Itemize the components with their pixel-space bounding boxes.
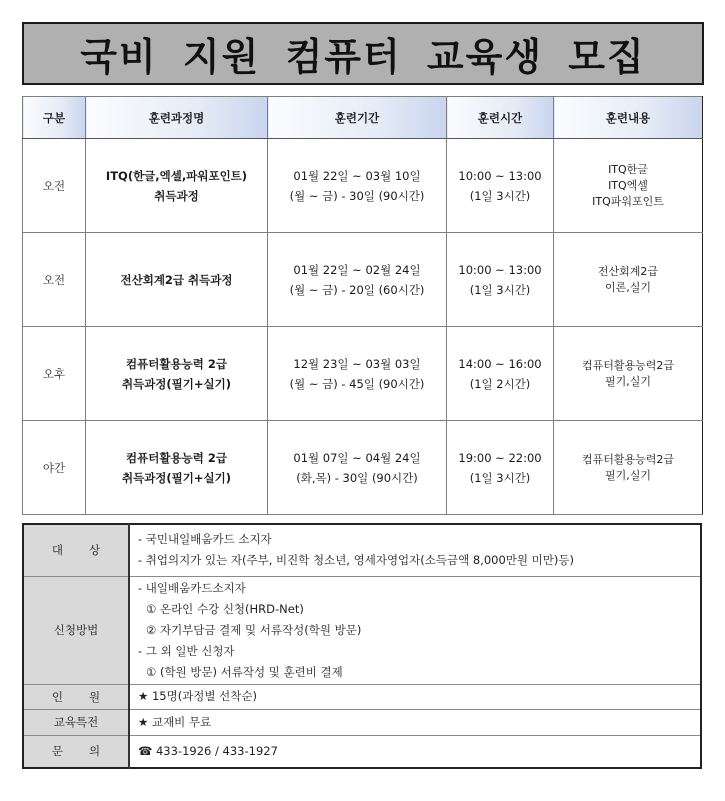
period-line: (월 ~ 금) - 45일 (90시간) — [289, 376, 425, 391]
info-label-target: 대상 — [23, 524, 129, 576]
time-cell — [447, 421, 554, 515]
info-table — [22, 523, 702, 769]
table-row — [23, 139, 703, 233]
period-cell — [268, 233, 447, 327]
target-line: - 취업의지가 있는 자(주부, 비진학 청소년, 영세자영업자(소득금액 8,000만원 미만)등) — [138, 553, 574, 568]
table-row — [23, 233, 703, 327]
course-line: 취득과정(필기+실기) — [121, 376, 232, 391]
header-content: 훈련내용 — [554, 97, 703, 139]
course-cell — [86, 233, 268, 327]
period-line: 12월 23일 ~ 03월 03일 — [293, 356, 421, 371]
period-cell — [268, 139, 447, 233]
course-line: ITQ(한글,엑셀,파워포인트) — [105, 168, 248, 183]
table-row — [23, 421, 703, 515]
content-line: 컴퓨터활용능력2급 — [581, 452, 674, 466]
schedule-header-row — [23, 97, 703, 139]
header-time: 훈련시간 — [447, 97, 554, 139]
info-label-apply: 신청방법 — [23, 576, 129, 684]
header-course: 훈련과정명 — [86, 97, 268, 139]
period-line: 01월 22일 ~ 02월 24일 — [293, 262, 421, 277]
content-cell — [554, 139, 703, 233]
time-line: 14:00 ~ 16:00 — [458, 356, 542, 371]
time-cell — [447, 233, 554, 327]
period-line: (화,목) - 30일 (90시간) — [296, 470, 418, 485]
period-line: (월 ~ 금) - 20일 (60시간) — [289, 282, 425, 297]
content-line: ITQ엑셀 — [608, 178, 648, 192]
session-cell: 오전 — [23, 233, 86, 327]
apply-line: ② 자기부담금 결제 및 서류작성(학원 방문) — [146, 622, 362, 637]
course-line: 취득과정(필기+실기) — [121, 470, 232, 485]
apply-line: - 내일배움카드소지자 — [138, 580, 246, 595]
period-cell — [268, 327, 447, 421]
course-line: 컴퓨터활용능력 2급 — [126, 356, 227, 371]
content-line: 필기,실기 — [604, 468, 651, 482]
title-banner — [22, 22, 704, 85]
info-row-benefit — [23, 709, 701, 735]
info-row-capacity — [23, 684, 701, 709]
info-label-capacity: 인원 — [23, 684, 129, 709]
course-line: 컴퓨터활용능력 2급 — [126, 450, 227, 465]
time-line: 10:00 ~ 13:00 — [458, 262, 542, 277]
content-line: 컴퓨터활용능력2급 — [581, 358, 674, 372]
content-line: 이론,실기 — [604, 280, 651, 294]
course-cell — [86, 327, 268, 421]
table-row — [23, 327, 703, 421]
time-line: (1일 3시간) — [469, 188, 531, 203]
content-line: 필기,실기 — [604, 374, 651, 388]
apply-line: - 그 외 일반 신청자 — [138, 643, 235, 658]
target-line: - 국민내일배움카드 소지자 — [138, 532, 272, 547]
session-cell: 오후 — [23, 327, 86, 421]
time-line: (1일 2시간) — [469, 376, 531, 391]
content-cell — [554, 421, 703, 515]
time-line: (1일 3시간) — [469, 282, 531, 297]
course-cell — [86, 139, 268, 233]
page-title: 국비 지원 컴퓨터 교육생 모집 — [80, 35, 646, 79]
session-cell: 오전 — [23, 139, 86, 233]
time-cell — [447, 327, 554, 421]
period-line: (월 ~ 금) - 30일 (90시간) — [289, 188, 425, 203]
apply-line: ① 온라인 수강 신청(HRD-Net) — [146, 601, 304, 616]
time-line: (1일 3시간) — [469, 470, 531, 485]
schedule-table — [22, 96, 703, 515]
content-line: ITQ한글 — [608, 162, 648, 176]
apply-line: ① (학원 방문) 서류작성 및 훈련비 결제 — [146, 664, 343, 679]
info-row-contact — [23, 735, 701, 768]
info-value-target — [129, 524, 701, 576]
info-label-contact: 문의 — [23, 735, 129, 768]
course-line: 취득과정 — [154, 188, 199, 203]
info-value-benefit: ★ 교재비 무료 — [129, 709, 701, 735]
period-cell — [268, 421, 447, 515]
session-cell: 야간 — [23, 421, 86, 515]
content-line: ITQ파워포인트 — [592, 194, 664, 208]
header-session: 구분 — [23, 97, 86, 139]
course-cell — [86, 421, 268, 515]
content-cell — [554, 233, 703, 327]
info-value-apply — [129, 576, 701, 684]
info-value-capacity: ★ 15명(과정별 선착순) — [129, 684, 701, 709]
time-line: 10:00 ~ 13:00 — [458, 168, 542, 183]
time-line: 19:00 ~ 22:00 — [458, 450, 542, 465]
period-line: 01월 22일 ~ 03월 10일 — [293, 168, 421, 183]
course-line: 전산회계2급 취득과정 — [120, 272, 233, 287]
period-line: 01월 07일 ~ 04월 24일 — [293, 450, 421, 465]
info-row-target — [23, 524, 701, 576]
content-cell — [554, 327, 703, 421]
header-period: 훈련기간 — [268, 97, 447, 139]
content-line: 전산회계2급 — [597, 264, 659, 278]
info-value-contact: ☎ 433-1926 / 433-1927 — [129, 735, 701, 768]
info-row-apply — [23, 576, 701, 684]
time-cell — [447, 139, 554, 233]
info-label-benefit: 교육특전 — [23, 709, 129, 735]
